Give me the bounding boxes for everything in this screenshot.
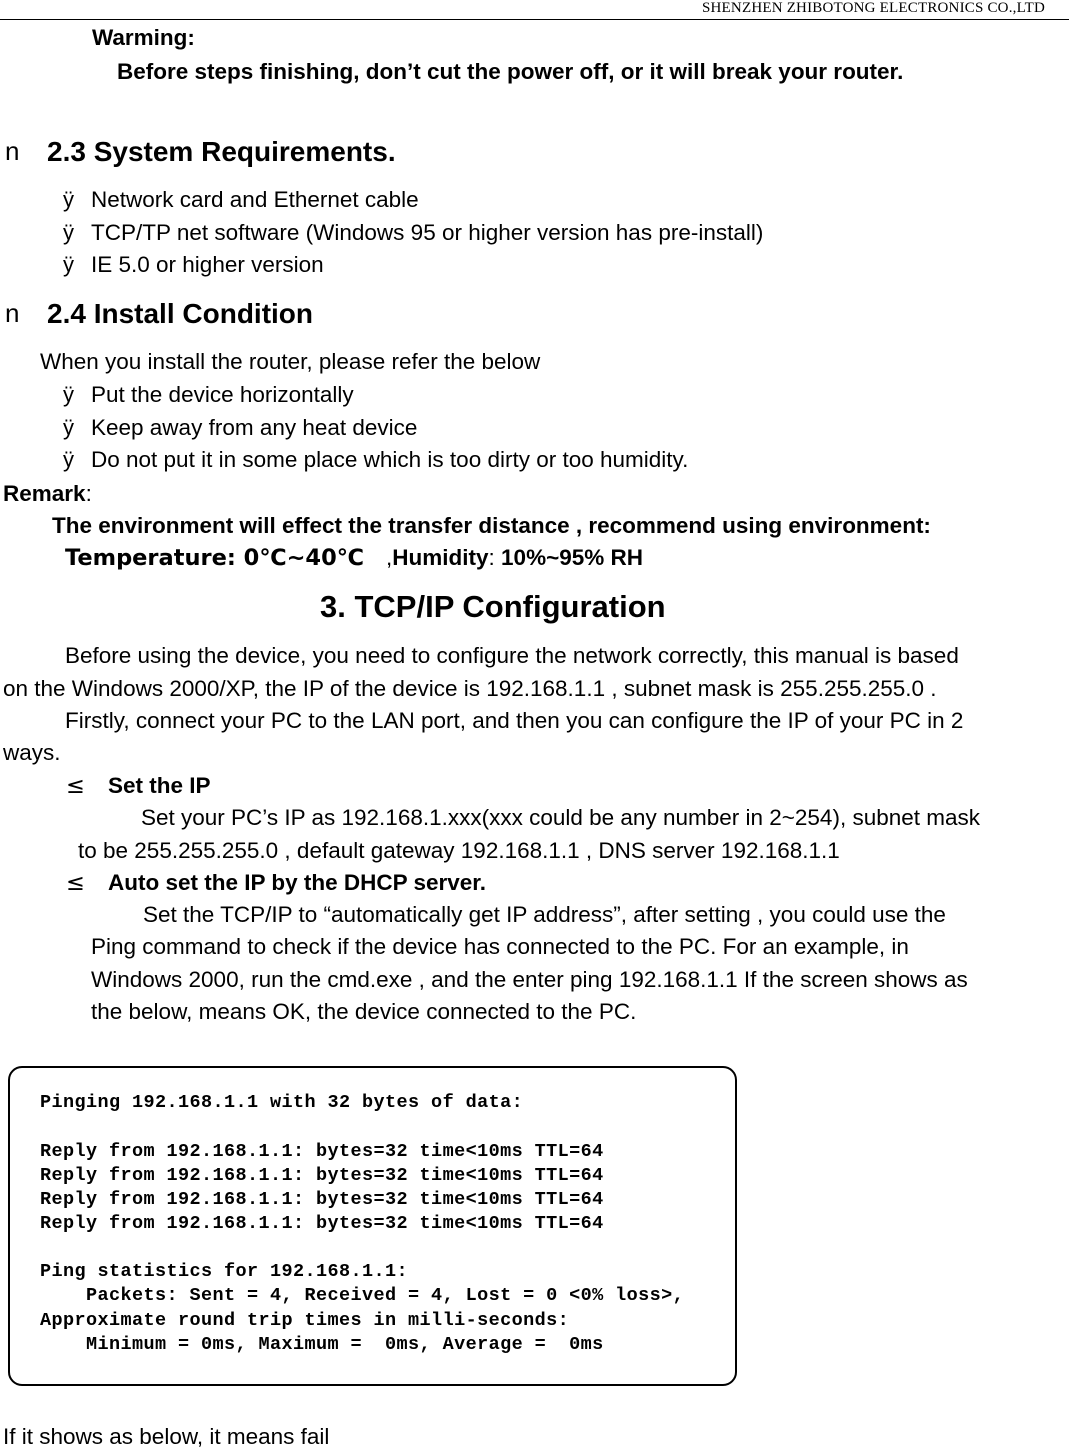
install-item: Do not put it in some place which is too dirty or too humidity. — [91, 447, 689, 472]
warning-text: Before steps finishing, don’t cut the power off, or it will break your router. — [117, 59, 904, 84]
ping-console-screenshot — [8, 1066, 737, 1386]
method-bullet-icon: ≤ — [66, 773, 85, 799]
section-marker-icon: n — [5, 298, 20, 328]
sys-req-item: IE 5.0 or higher version — [91, 252, 324, 277]
method-bullet-icon: ≤ — [66, 870, 85, 896]
tcpip-paragraph-line: on the Windows 2000/XP, the IP of the device is 192.168.1.1 , subnet mask is 255.255.255.0 . — [3, 676, 937, 701]
console-line: Packets: Sent = 4, Received = 4, Lost = 0 <0% loss>, — [40, 1285, 685, 1306]
remark-separator: , — [385, 545, 393, 570]
install-intro: When you install the router, please refer the below — [40, 349, 541, 374]
humidity-value: 10%~95% RH — [501, 545, 644, 570]
bullet-icon: ÿ — [63, 187, 74, 212]
console-line: Pinging 192.168.1.1 with 32 bytes of data: — [40, 1092, 524, 1113]
tcpip-paragraph-line: Firstly, connect your PC to the LAN port, and then you can configure the IP of your PC in 2 — [65, 708, 964, 733]
header-company-name: SHENZHEN ZHIBOTONG ELECTRONICS CO.,LTD — [701, 0, 1045, 16]
method-title-dhcp: Auto set the IP by the DHCP server. — [108, 870, 487, 895]
sys-req-item: TCP/TP net software (Windows 95 or higher version has pre-install) — [91, 220, 764, 245]
warning-label: Warming: — [92, 25, 195, 50]
console-line: Minimum = 0ms, Maximum = 0ms, Average = 0ms — [40, 1334, 604, 1355]
section-title-system-requirements: 2.3 System Requirements. — [47, 136, 396, 167]
tcpip-paragraph-line: ways. — [3, 740, 61, 765]
fail-intro-text: If it shows as below, it means fail — [3, 1424, 330, 1449]
console-line: Ping statistics for 192.168.1.1: — [40, 1261, 409, 1282]
humidity-colon: : — [488, 545, 495, 570]
remark-colon: : — [85, 481, 92, 506]
console-line: Reply from 192.168.1.1: bytes=32 time<10ms TTL=64 — [40, 1165, 604, 1186]
method-body-line: Set your PC’s IP as 192.168.1.xxx(xxx could be any number in 2~254), subnet mask — [141, 805, 981, 830]
remark-environment-note: The environment will effect the transfer distance , recommend using environment: — [52, 513, 931, 538]
humidity-label: Humidity — [392, 545, 489, 570]
console-line: Reply from 192.168.1.1: bytes=32 time<10ms TTL=64 — [40, 1141, 604, 1162]
install-item: Keep away from any heat device — [91, 415, 418, 440]
method-title-set-ip: Set the IP — [108, 773, 211, 798]
bullet-icon: ÿ — [63, 382, 74, 407]
console-line: Approximate round trip times in milli-seconds: — [40, 1310, 570, 1331]
install-item: Put the device horizontally — [91, 382, 354, 407]
console-line: Reply from 192.168.1.1: bytes=32 time<10ms TTL=64 — [40, 1189, 604, 1210]
header-rule — [0, 19, 1069, 20]
bullet-icon: ÿ — [63, 415, 74, 440]
bullet-icon: ÿ — [63, 220, 74, 245]
remark-label: Remark — [3, 481, 86, 506]
console-line: Reply from 192.168.1.1: bytes=32 time<10ms TTL=64 — [40, 1213, 604, 1234]
chapter-title-tcpip: 3. TCP/IP Configuration — [320, 589, 666, 624]
method-body-line: to be 255.255.255.0 , default gateway 192.168.1.1 , DNS server 192.168.1.1 — [78, 838, 840, 863]
method-body-line: the below, means OK, the device connected to the PC. — [91, 999, 637, 1024]
method-body-line: Set the TCP/IP to “automatically get IP address”, after setting , you could use the — [143, 902, 946, 927]
bullet-icon: ÿ — [63, 447, 74, 472]
method-body-line: Ping command to check if the device has connected to the PC. For an example, in — [91, 934, 909, 959]
temperature-range: Temperature: 0℃~40℃ — [65, 545, 364, 571]
sys-req-item: Network card and Ethernet cable — [91, 187, 419, 212]
section-marker-icon: n — [5, 136, 20, 166]
bullet-icon: ÿ — [63, 252, 74, 277]
section-title-install-condition: 2.4 Install Condition — [47, 298, 314, 329]
method-body-line: Windows 2000, run the cmd.exe , and the enter ping 192.168.1.1 If the screen shows as — [91, 967, 968, 992]
remark-heading — [3, 481, 92, 507]
remark-environment-values — [65, 545, 643, 571]
tcpip-paragraph-line: Before using the device, you need to configure the network correctly, this manual is based — [65, 643, 959, 668]
